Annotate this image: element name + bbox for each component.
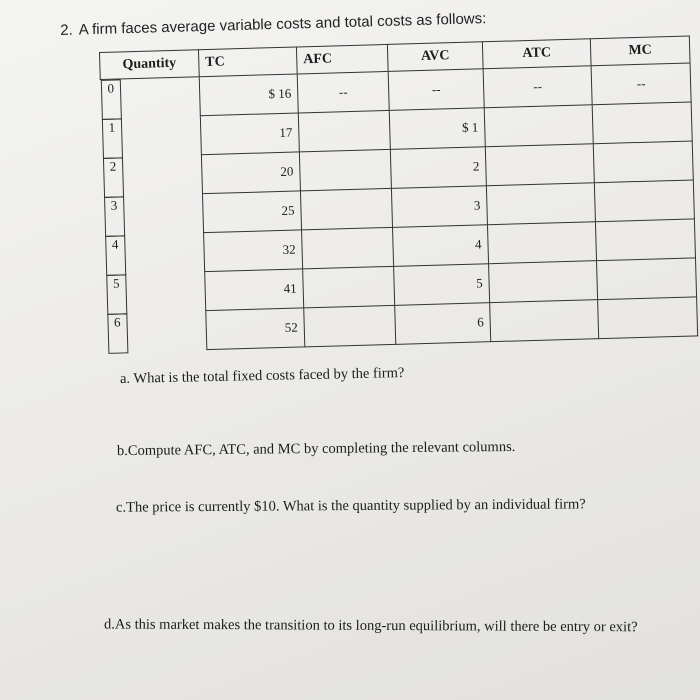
cell-avc: 2 <box>390 147 486 189</box>
cell-avc: 6 <box>395 303 491 345</box>
cell-avc: 5 <box>394 264 490 306</box>
cell-afc: -- <box>297 71 389 113</box>
cell-avc: 3 <box>391 186 487 228</box>
cell-tc: 41 <box>205 269 304 311</box>
question-c: c.The price is currently $10. What is the quantity supplied by an individual firm? <box>115 496 586 516</box>
cell-tc: 52 <box>206 308 305 350</box>
cell-quantity: 3 <box>104 196 126 237</box>
cell-atc: -- <box>483 66 592 108</box>
cell-tc: 17 <box>200 113 299 155</box>
problem-statement: A firm faces average variable costs and total costs as follows: <box>78 10 487 39</box>
cell-avc: -- <box>388 69 484 111</box>
cell-quantity: 5 <box>106 274 128 315</box>
question-b: b.Compute AFC, ATC, and MC by completing the relevant columns. <box>116 438 516 460</box>
cell-tc: 25 <box>202 191 301 233</box>
header-atc: ATC <box>482 39 591 69</box>
cell-tc: 20 <box>201 152 300 194</box>
cell-avc: 4 <box>393 225 489 267</box>
problem-number: 2. <box>60 21 73 39</box>
cell-tc: $ 16 <box>199 74 298 116</box>
cell-avc: $ 1 <box>389 108 485 150</box>
cell-mc: -- <box>591 63 691 105</box>
header-quantity: Quantity <box>100 50 200 80</box>
question-d: d.As this market makes the transition to its long-run equilibrium, will there be entry or exit? <box>103 616 638 636</box>
header-afc: AFC <box>296 44 388 74</box>
cell-tc: 32 <box>204 230 303 272</box>
cell-quantity: 6 <box>107 313 129 354</box>
header-mc: MC <box>590 36 690 66</box>
cell-quantity: 0 <box>100 79 122 120</box>
cell-quantity: 1 <box>101 118 123 159</box>
header-tc: TC <box>198 47 297 77</box>
header-avc: AVC <box>387 42 483 72</box>
question-a: a. What is the total fixed costs faced by the firm? <box>119 365 405 387</box>
cell-quantity: 4 <box>105 235 127 276</box>
cell-quantity: 2 <box>102 157 124 198</box>
